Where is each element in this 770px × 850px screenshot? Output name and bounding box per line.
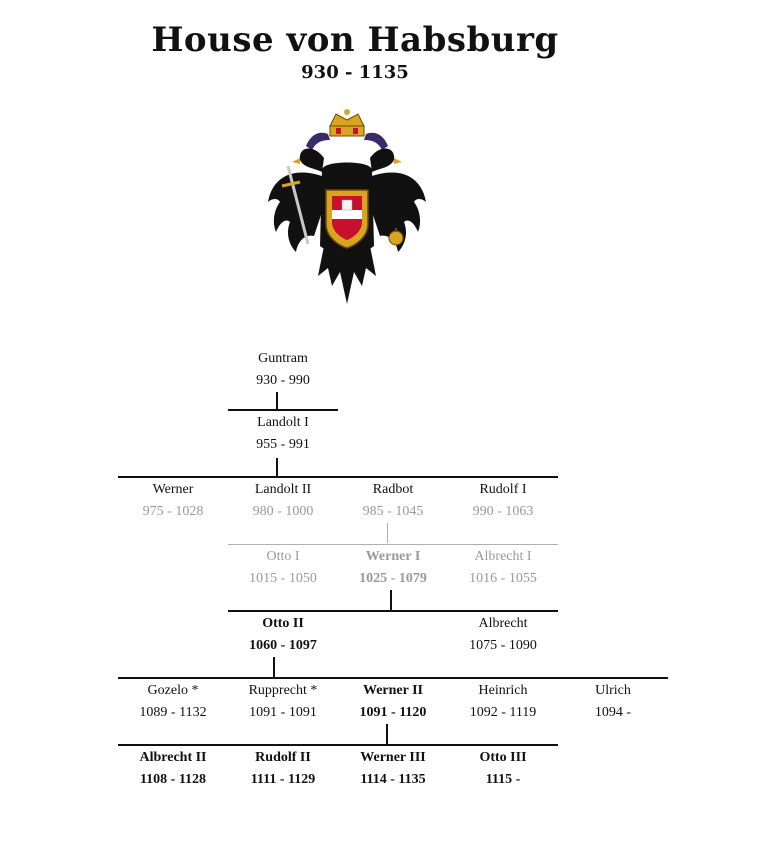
person-node [448, 613, 558, 657]
person-node [338, 546, 448, 590]
person-years: 1092 - 1119 [469, 705, 537, 720]
person-name: Otto III [479, 750, 527, 765]
person-name: Heinrich [478, 683, 528, 698]
page-title: House von Habsburg [151, 20, 559, 60]
person-years: 1091 - 1120 [359, 705, 427, 720]
person-node [448, 479, 558, 523]
person-name: Rupprecht * [248, 683, 318, 698]
person-node [338, 479, 448, 523]
person-years: 1025 - 1079 [359, 571, 427, 586]
person-years: 955 - 991 [256, 437, 310, 452]
person-node [228, 412, 338, 456]
person-node [338, 680, 448, 724]
person-node [118, 680, 228, 724]
person-name: Gozelo * [147, 683, 199, 698]
person-node [228, 479, 338, 523]
person-years: 1108 - 1128 [139, 772, 207, 787]
person-name: Landolt I [257, 415, 309, 430]
person-years: 1015 - 1050 [249, 571, 317, 586]
person-years: 1075 - 1090 [469, 638, 537, 653]
person-name: Landolt II [254, 482, 312, 497]
person-node [448, 747, 558, 791]
connector [387, 523, 388, 543]
person-name: Radbot [372, 482, 414, 497]
person-years: 990 - 1063 [472, 504, 534, 519]
connector [118, 744, 558, 746]
connector [273, 657, 275, 677]
person-node [228, 546, 338, 590]
person-name: Rudolf II [255, 750, 311, 765]
person-years: 1091 - 1091 [249, 705, 317, 720]
coat-of-arms-icon [262, 106, 432, 316]
person-node [228, 613, 338, 657]
connector [386, 724, 388, 744]
person-name: Ulrich [595, 683, 631, 698]
connector [276, 458, 278, 476]
connector [276, 392, 278, 410]
connector [228, 544, 558, 545]
person-node [228, 680, 338, 724]
person-name: Werner III [360, 750, 426, 765]
person-name: Albrecht II [139, 750, 207, 765]
person-name: Albrecht I [474, 549, 532, 564]
person-node [558, 680, 668, 724]
person-years: 980 - 1000 [252, 504, 314, 519]
person-years: 1111 - 1129 [250, 772, 316, 787]
person-years: 1016 - 1055 [469, 571, 537, 586]
person-node [118, 479, 228, 523]
connector [228, 409, 338, 411]
person-node [228, 747, 338, 791]
person-years: 1094 - [594, 705, 632, 720]
person-name: Guntram [258, 351, 308, 366]
page-subtitle: 930 - 1135 [301, 62, 409, 83]
person-name: Otto I [266, 549, 300, 564]
person-node [228, 348, 338, 392]
person-years: 930 - 990 [256, 373, 310, 388]
person-node [448, 680, 558, 724]
connector [118, 476, 558, 478]
person-name: Otto II [262, 616, 304, 631]
person-name: Werner II [362, 683, 423, 698]
person-node [338, 747, 448, 791]
person-name: Albrecht [478, 616, 528, 631]
person-years: 1060 - 1097 [249, 638, 317, 653]
person-years: 1089 - 1132 [139, 705, 207, 720]
connector [118, 677, 668, 679]
person-years: 1115 - [485, 772, 521, 787]
person-name: Werner I [365, 549, 421, 564]
person-years: 975 - 1028 [142, 504, 204, 519]
person-years: 985 - 1045 [362, 504, 424, 519]
person-node [448, 546, 558, 590]
person-node [118, 747, 228, 791]
person-years: 1114 - 1135 [360, 772, 426, 787]
person-name: Werner [152, 482, 194, 497]
connector [390, 590, 392, 610]
person-name: Rudolf I [479, 482, 527, 497]
connector [228, 610, 558, 612]
